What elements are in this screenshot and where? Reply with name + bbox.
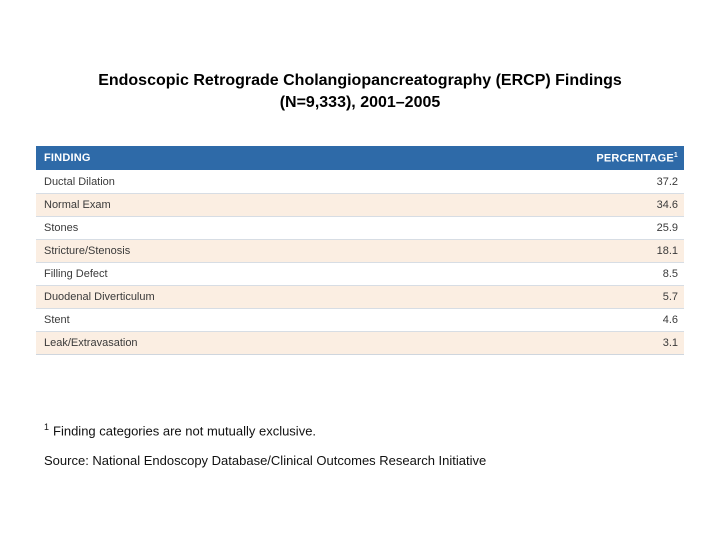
percentage-cell: 4.6: [662, 314, 678, 326]
finding-cell: Leak/Extravasation: [44, 337, 138, 349]
source-note: Source: National Endoscopy Database/Clinical Outcomes Research Initiative: [44, 453, 487, 468]
percentage-cell: 5.7: [662, 291, 678, 303]
table-row: [36, 331, 684, 354]
header-percentage-label: PERCENTAGE: [596, 152, 674, 165]
title-line-1: Endoscopic Retrograde Cholangiopancreatography (ERCP) Findings: [98, 72, 622, 89]
table-row: [36, 170, 684, 193]
header-percentage-note: 1: [673, 151, 678, 159]
table-row: [36, 239, 684, 262]
percentage-cell: 18.1: [656, 245, 678, 257]
percentage-cell: 34.6: [656, 199, 678, 211]
finding-cell: Stricture/Stenosis: [44, 245, 131, 257]
table-row: [36, 216, 684, 239]
header-percentage: [596, 152, 678, 165]
footnote-text: Finding categories are not mutually exclusive.: [53, 423, 317, 439]
finding-cell: Normal Exam: [44, 199, 111, 211]
percentage-cell: 37.2: [656, 175, 678, 188]
percentage-cell: 25.9: [656, 222, 678, 234]
finding-cell: Filling Defect: [44, 268, 108, 280]
finding-cell: Stent: [44, 314, 70, 326]
header-finding: FINDING: [44, 152, 91, 164]
finding-cell: Duodenal Diverticulum: [44, 291, 155, 303]
table-body: [36, 170, 684, 354]
footnote: [44, 418, 316, 440]
table-header: [36, 146, 684, 170]
footnote-marker: 1: [44, 422, 50, 432]
table-row: [36, 285, 684, 308]
percentage-cell: 3.1: [662, 337, 678, 349]
table-row: [36, 308, 684, 331]
findings-table: [36, 146, 684, 355]
table-row: [36, 193, 684, 216]
table-row: [36, 262, 684, 285]
finding-cell: Ductal Dilation: [44, 175, 115, 188]
page-title: [0, 70, 720, 114]
percentage-cell: 8.5: [662, 268, 678, 280]
finding-cell: Stones: [44, 222, 79, 234]
title-line-2: (N=9,333), 2001–2005: [279, 94, 441, 111]
